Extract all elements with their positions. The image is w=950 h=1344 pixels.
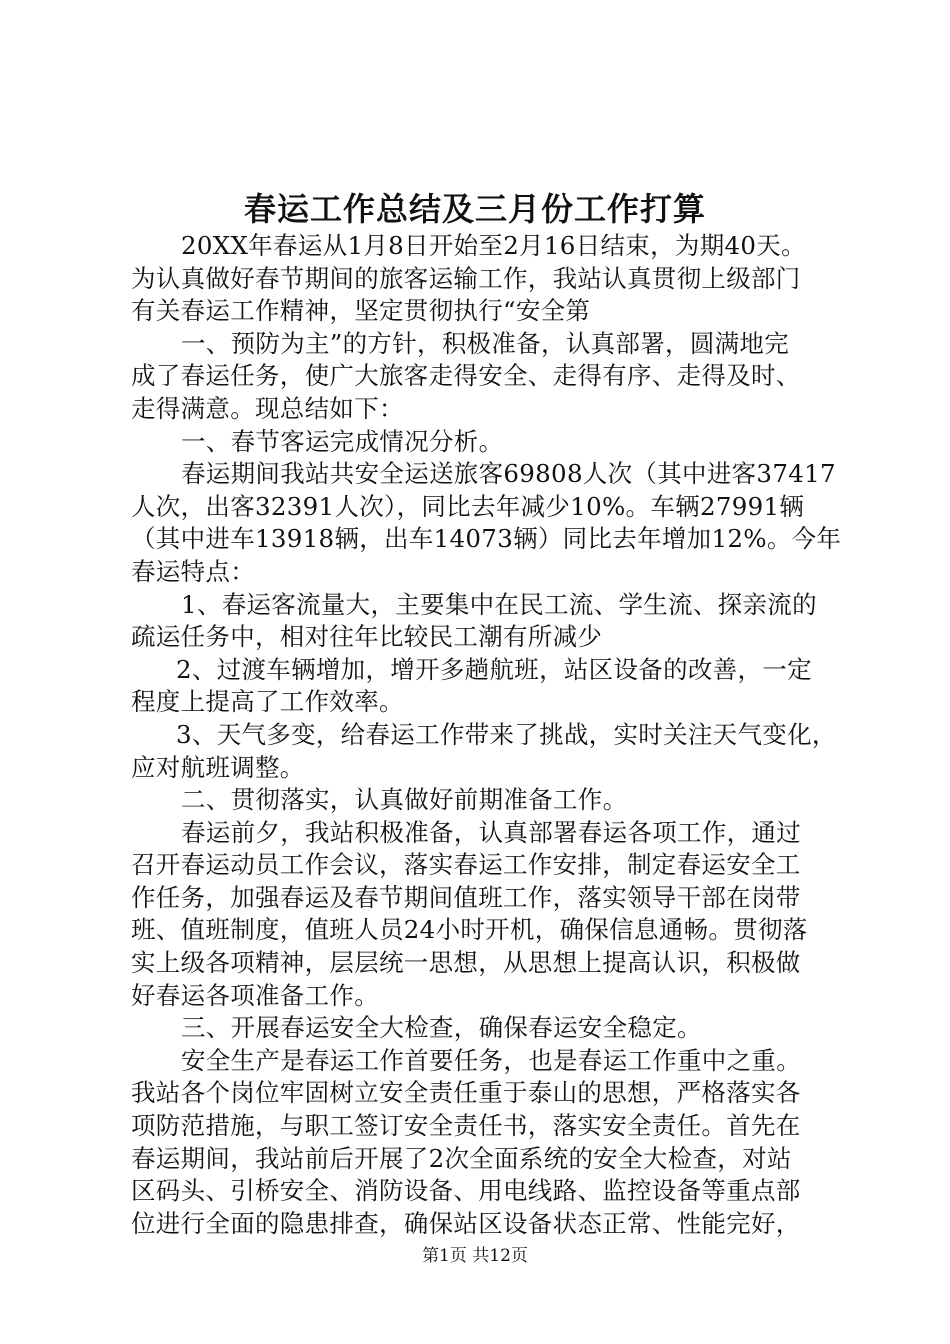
list-item-line: 1、春运客流量大，主要集中在民工流、学生流、探亲流的 [181, 589, 817, 619]
paragraph-line: 疏运任务中，相对往年比较民工潮有所减少 [131, 622, 603, 652]
paragraph-line: 春运前夕，我站积极准备，认真部署春运各项工作，通过 [181, 817, 801, 847]
page-number: 第1页 共12页 [422, 1246, 528, 1266]
list-item-line: 3、天气多变，给春运工作带来了挑战，实时关注天气变化， [176, 719, 837, 749]
document-body [131, 230, 842, 1240]
paragraph-line: 我站各个岗位牢固树立安全责任重于泰山的思想，严格落实各 [131, 1078, 801, 1108]
paragraph-line: 20XX年春运从1月8日开始至2月16日结束，为期40天。 [181, 231, 806, 260]
paragraph-line: 春运特点： [131, 556, 255, 586]
paragraph-line: 程度上提高了工作效率。 [131, 687, 404, 717]
paragraph-line: 作任务，加强春运及春节期间值班工作，落实领导干部在岗带 [131, 882, 801, 912]
paragraph-line: 召开春运动员工作会议，落实春运工作安排，制定春运安全工 [131, 850, 801, 880]
paragraph-line: 春运期间，我站前后开展了2次全面系统的安全大检查，对站 [131, 1143, 792, 1173]
paragraph-line: 安全生产是春运工作首要任务，也是春运工作重中之重。 [181, 1045, 801, 1075]
list-item-line: 2、过渡车辆增加，增开多趟航班，站区设备的改善，一定 [176, 654, 812, 684]
paragraph-line: 好春运各项准备工作。 [131, 980, 379, 1010]
paragraph-line: 位进行全面的隐患排查，确保站区设备状态正常、性能完好， [131, 1208, 801, 1238]
paragraph-line: 应对航班调整。 [131, 752, 305, 782]
section-heading: 三、开展春运安全大检查，确保春运安全稳定。 [181, 1013, 702, 1043]
paragraph-line: 实上级各项精神，层层统一思想，从思想上提高认识，积极做 [131, 948, 801, 978]
paragraph-line: 班、值班制度，值班人员24小时开机，确保信息通畅。贯彻落 [131, 915, 808, 945]
paragraph-line: 为认真做好春节期间的旅客运输工作，我站认真贯彻上级部门 [131, 263, 801, 293]
section-heading: 二、贯彻落实，认真做好前期准备工作。 [181, 785, 628, 815]
paragraph-line: 成了春运任务，使广大旅客走得安全、走得有序、走得及时、 [131, 361, 801, 391]
paragraph-line: 人次，出客32391人次），同比去年减少10%。车辆27991辆 [131, 491, 805, 521]
paragraph-line: 区码头、引桥安全、消防设备、用电线路、监控设备等重点部 [131, 1176, 801, 1206]
paragraph-line: 一、预防为主”的方针，积极准备，认真部署，圆满地完 [181, 328, 790, 358]
paragraph-line: （其中进车13918辆，出车14073辆）同比去年增加12%。今年 [131, 524, 842, 554]
paragraph-line: 走得满意。现总结如下： [131, 393, 404, 423]
document-title: 春运工作总结及三月份工作打算 [243, 190, 706, 228]
section-heading: 一、春节客运完成情况分析。 [181, 426, 504, 456]
paragraph-line: 春运期间我站共安全运送旅客69808人次（其中进客37417 [181, 459, 836, 489]
paragraph-line: 有关春运工作精神，坚定贯彻执行“安全第 [131, 296, 591, 326]
paragraph-line: 项防范措施，与职工签订安全责任书，落实安全责任。首先在 [131, 1111, 801, 1141]
